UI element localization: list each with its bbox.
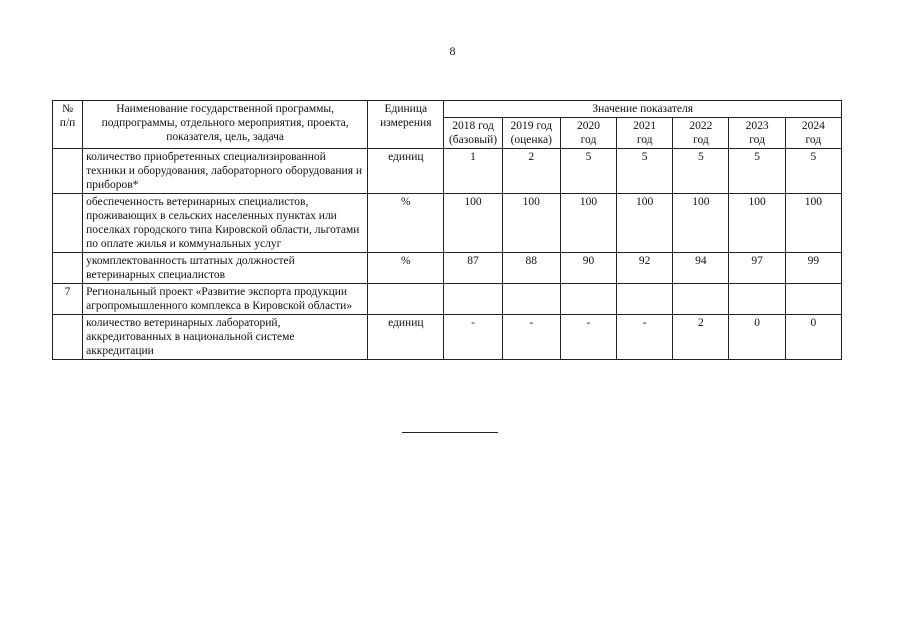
table-row [53,315,842,360]
row-value: 100 [444,194,502,253]
row-value: 5 [785,149,841,194]
row-value: 97 [729,253,785,284]
row-value: 87 [444,253,502,284]
row-value: - [502,315,560,360]
row-value: 90 [560,253,616,284]
row-value [617,284,673,315]
row-value [673,284,729,315]
row-name: укомплектованность штатных должностей ветеринарных специалистов [83,253,368,284]
table-row [53,284,842,315]
row-num [53,149,83,194]
row-value: 5 [729,149,785,194]
row-value: 100 [560,194,616,253]
page-number: 8 [449,44,456,58]
header-year-note: год [749,134,765,146]
header-year-note: (базовый) [448,134,498,146]
row-value: 2 [673,315,729,360]
header-unit: Единица измерения [368,101,444,149]
row-value: 100 [502,194,560,253]
row-name: количество ветеринарных лабораторий, аккредитованных в национальной системе аккредитации [83,315,368,360]
table-row [53,194,842,253]
header-year [729,118,785,149]
row-unit [368,284,444,315]
table-header [53,101,842,149]
header-year-label: 2021 [633,120,657,132]
header-year-label: 2022 [689,120,713,132]
header-year [673,118,729,149]
header-year [785,118,841,149]
row-value: 0 [785,315,841,360]
header-year-label: 2020 [576,120,600,132]
row-value [560,284,616,315]
header-num: № п/п [53,101,83,149]
row-value: 92 [617,253,673,284]
row-value: 2 [502,149,560,194]
header-year [560,118,616,149]
header-year-note: год [580,134,597,146]
row-value: - [444,315,502,360]
row-unit: % [368,253,444,284]
header-year-note: год [693,134,709,146]
row-value: 5 [617,149,673,194]
header-value-group: Значение показателя [444,101,842,118]
header-year-label: 2019 год [510,120,553,132]
end-rule [402,432,498,433]
indicators-table [52,100,842,360]
header-year [502,118,560,149]
header-year-note: (оценка) [510,134,552,146]
row-value [444,284,502,315]
row-value: 100 [729,194,785,253]
row-value: 100 [785,194,841,253]
row-value: 1 [444,149,502,194]
header-year-note: год [805,134,822,146]
header-year-label: 2018 год [452,120,494,132]
table-body [53,149,842,360]
row-value: 5 [673,149,729,194]
header-year [617,118,673,149]
row-value [785,284,841,315]
header-name: Наименование государственной программы, подпрограммы, отдельного мероприятия, проекта, показателя, цель, задача [83,101,368,149]
row-value: 100 [617,194,673,253]
row-name: количество приобретенных специализированной техники и оборудования, лабораторного оборудования и приборов* [83,149,368,194]
row-value: - [617,315,673,360]
table-row [53,149,842,194]
row-name: Региональный проект «Развитие экспорта продукции агропромышленного комплекса в Кировской области» [83,284,368,315]
row-name: обеспеченность ветеринарных специалистов, проживающих в сельских населенных пунктах или поселках городского типа Кировской области, льготами по оплате жилья и коммунальных услуг [83,194,368,253]
row-value: 0 [729,315,785,360]
header-year [444,118,502,149]
row-value: - [560,315,616,360]
row-value: 99 [785,253,841,284]
row-value [729,284,785,315]
row-value: 100 [673,194,729,253]
table-row [53,253,842,284]
header-year-note: год [636,134,653,146]
header-year-label: 2023 [745,120,769,132]
row-num [53,194,83,253]
row-num: 7 [53,284,83,315]
header-year-label: 2024 [801,120,825,132]
row-num [53,253,83,284]
header-row [53,101,842,118]
row-value [502,284,560,315]
row-value: 88 [502,253,560,284]
row-value: 94 [673,253,729,284]
row-unit: % [368,194,444,253]
row-unit: единиц [368,315,444,360]
row-value: 5 [560,149,616,194]
row-num [53,315,83,360]
row-unit: единиц [368,149,444,194]
